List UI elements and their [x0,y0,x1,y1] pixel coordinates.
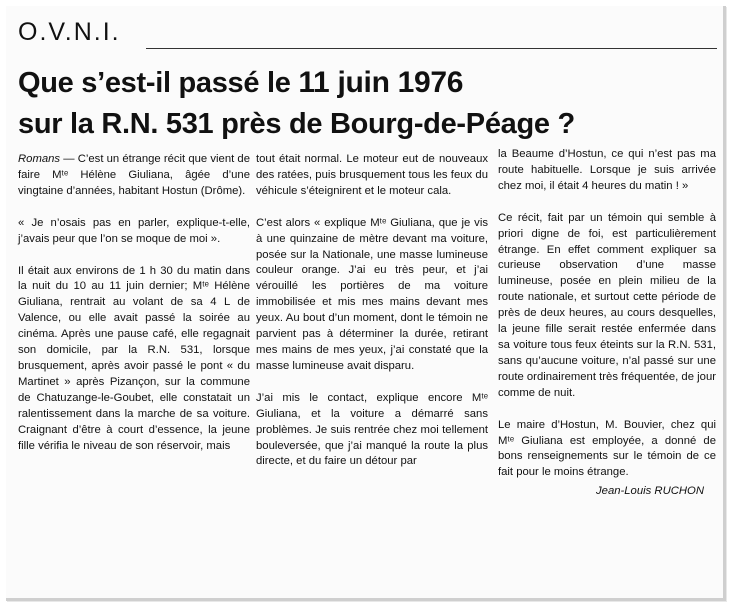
headline-date: 11 juin 1976 [298,66,464,99]
paragraph: J’ai mis le contact, explique encore Mᵗᵉ Giuliana, et la voiture a démarré sans problèmes. Je suis rentrée chez moi tellement bouleversée, que j’ai manqué la route la plus directe, et du faire un détour par [256,391,488,468]
paragraph: tout était normal. Le moteur eut de nouveaux des ratées, puis brusquement tous les feux du véhicule s’éteignirent et le moteur cala. [256,153,488,197]
headline [18,62,718,145]
headline-line-2: sur la R.N. 531 près de Bourg-de-Péage ? [18,108,575,140]
paragraph: C’est alors « explique Mᵗᵉ Giuliana, que je vis à une quinzaine de mètre devant ma voiture, posée sur la Nationale, une masse lumineuse couleur orange. J’ai eu très peur, et j’ai vérouillé les portières de ma voiture immobilisée et mis mes mains devant mes yeux. Au bout d’un moment, dont le témoin ne parvient pas à déterminer la durée, retirant mes mains de mes yeux, j’ai constaté que la masse lumineuse avait disparu. [256,216,488,372]
paragraph: Il était aux environs de 1 h 30 du matin dans la nuit du 10 au 11 juin dernier; Mᵗᵉ Hélène Giuliana, rentrait au volant de sa 4 L de Valence, ou elle avait passé la soirée au cinéma. Après une pause café, elle regagnait son domicile, par la R.N. 531, lorsque brusquement, après avoir passé le pont « du Martinet » après Pizançon, sur la commune de Chatuzange-le-Goubet, elle constatait un ralentissement dans la marche de sa voiture. Craignant d’être à court d’essence, la jeune fille vérifia le niveau de son réservoir, mais [18,264,250,452]
article-column-2 [256,152,488,470]
paragraph: Le maire d’Hostun, M. Bouvier, chez qui Mᵗᵉ Giuliana est employée, a donné de bons renseignements sur le témoin de ce fait pour le moins étrange. [498,418,716,479]
paragraph: Ce récit, fait par un témoin qui semble à priori digne de foi, est particulièrement étrange. En effet comment expliquer sa curieuse observation d’une masse lumineuse, posée en plein milieu de la route nationale, et surtout cette période de près de deux heures, au cours desquelles, la jeune fille serait restée enfermée dans sa voiture tous feux éteints sur la R.N. 531, sans qu’aucune voiture, n’al passé sur une route ordinairement très fréquentée, de jour comme de nuit. [498,211,716,399]
paragraph [18,152,250,200]
newspaper-clipping [6,6,726,601]
author-signature: Jean-Louis RUCHON [596,485,704,498]
paragraph: « Je n’osais pas en parler, explique-t-elle, j’avais peur que l’on se moque de moi ». [18,216,250,245]
article-column-1 [18,152,250,454]
rubric-divider [146,48,717,49]
section-rubric: O.V.N.I. [18,18,121,46]
paragraph-text: — C’est un étrange récit que vient de faire Mᵗᵉ Hélène Giuliana, âgée d’une vingtaine d’années, habitant Hostun (Drôme). [18,153,250,197]
headline-prefix: Que s’est-il passé le [18,67,291,99]
article-column-3 [498,147,716,500]
headline-line-1 [18,62,718,104]
paragraph: la Beaume d’Hostun, ce qui n’est pas ma route habituelle. Lorsque je suis arrivée chez moi, il était 4 heures du matin ! » [498,148,716,192]
dateline: Romans [18,153,61,165]
